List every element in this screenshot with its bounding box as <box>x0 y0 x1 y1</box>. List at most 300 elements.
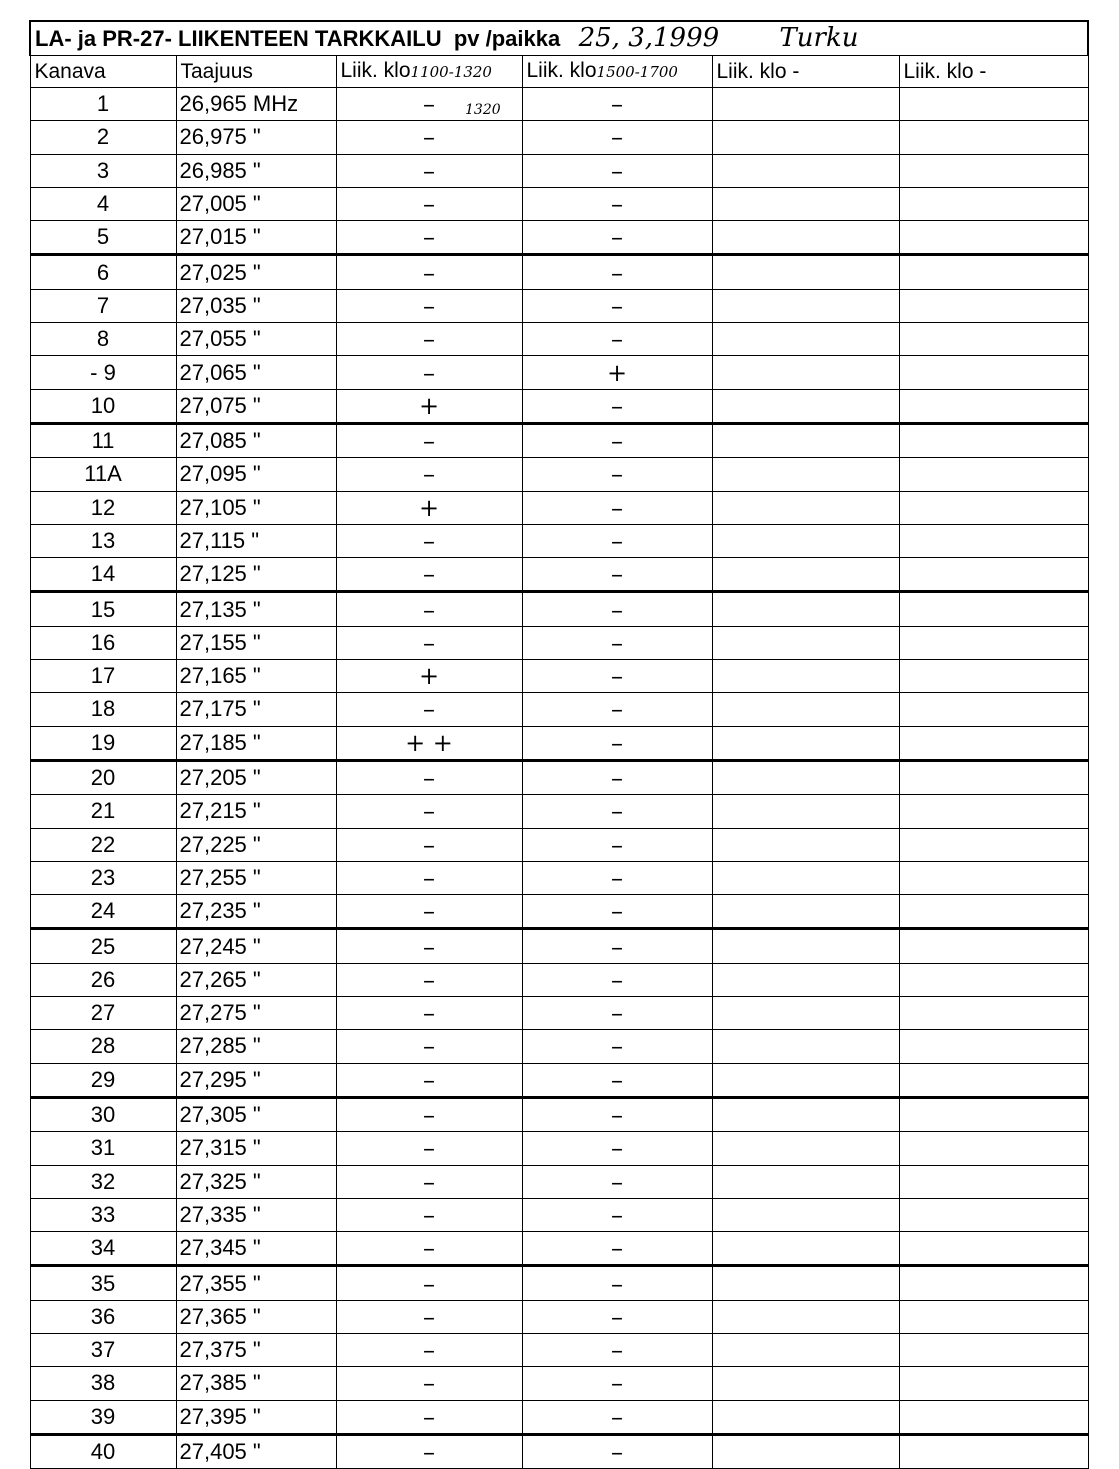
traffic-4-cell <box>899 88 1088 121</box>
traffic-3-cell <box>712 861 899 894</box>
table-row <box>30 1266 1088 1300</box>
traffic-3-cell <box>712 693 899 726</box>
place-value: Turku <box>779 23 859 53</box>
channel-cell: 7 <box>30 289 176 322</box>
traffic-1-cell: – <box>336 1132 522 1165</box>
frequency-cell: 27,075 " <box>176 389 336 423</box>
table-row <box>30 895 1088 929</box>
table-row <box>30 289 1088 322</box>
channel-cell: 31 <box>30 1132 176 1165</box>
frequency-cell: 27,335 " <box>176 1198 336 1231</box>
table-row <box>30 1030 1088 1063</box>
traffic-3-cell <box>712 592 899 626</box>
traffic-4-cell <box>899 1198 1088 1231</box>
frequency-cell: 27,015 " <box>176 221 336 255</box>
traffic-2-cell: – <box>522 1063 712 1097</box>
traffic-2-cell: – <box>522 289 712 322</box>
table-row <box>30 1165 1088 1198</box>
table-row <box>30 1097 1088 1131</box>
traffic-2-cell: – <box>522 828 712 861</box>
traffic-4-cell <box>899 1400 1088 1434</box>
traffic-1-cell: – <box>336 121 522 154</box>
channel-cell: 14 <box>30 558 176 592</box>
traffic-4-cell <box>899 997 1088 1030</box>
frequency-cell: 27,265 " <box>176 963 336 996</box>
channel-cell: 37 <box>30 1333 176 1366</box>
traffic-3-cell <box>712 356 899 389</box>
traffic-3-cell <box>712 929 899 963</box>
channel-table <box>29 20 1089 1469</box>
table-row <box>30 963 1088 996</box>
traffic-1-cell: – <box>336 1333 522 1366</box>
traffic-1-cell: – <box>336 558 522 592</box>
traffic-3-cell <box>712 221 899 255</box>
table-row <box>30 1198 1088 1231</box>
traffic-2-cell: – <box>522 389 712 423</box>
channel-cell: 21 <box>30 795 176 828</box>
traffic-3-cell <box>712 963 899 996</box>
traffic-4-cell <box>899 389 1088 423</box>
channel-cell: 39 <box>30 1400 176 1434</box>
traffic-1-cell: – <box>336 693 522 726</box>
date-value: 25, 3,1999 <box>578 23 720 53</box>
traffic-3-cell <box>712 1063 899 1097</box>
table-row <box>30 154 1088 187</box>
traffic-4-cell <box>899 693 1088 726</box>
traffic-3-cell <box>712 997 899 1030</box>
traffic-3-cell <box>712 1132 899 1165</box>
traffic-3-cell <box>712 1333 899 1366</box>
traffic-3-cell <box>712 389 899 423</box>
traffic-2-cell: – <box>522 626 712 659</box>
channel-cell: 6 <box>30 255 176 289</box>
traffic-1-cell: – <box>336 356 522 389</box>
traffic-2-cell: – <box>522 458 712 491</box>
traffic-2-cell: – <box>522 1165 712 1198</box>
header-traffic-1 <box>336 56 522 88</box>
table-row <box>30 1300 1088 1333</box>
header-traffic-1-time: 1100-1320 <box>410 63 492 81</box>
table-row <box>30 795 1088 828</box>
frequency-cell: 27,025 " <box>176 255 336 289</box>
frequency-cell: 26,985 " <box>176 154 336 187</box>
traffic-1-cell: + + <box>336 726 522 760</box>
time-correction-note: 1320 <box>465 102 501 118</box>
table-row <box>30 592 1088 626</box>
frequency-cell: 27,205 " <box>176 760 336 794</box>
traffic-3-cell <box>712 1165 899 1198</box>
frequency-cell: 26,975 " <box>176 121 336 154</box>
traffic-4-cell <box>899 458 1088 491</box>
channel-cell: 1 <box>30 88 176 121</box>
channel-cell: 30 <box>30 1097 176 1131</box>
traffic-1-cell: – <box>336 828 522 861</box>
traffic-4-cell <box>899 1030 1088 1063</box>
traffic-2-cell: – <box>522 121 712 154</box>
frequency-cell: 27,035 " <box>176 289 336 322</box>
table-row <box>30 760 1088 794</box>
header-row <box>30 56 1088 88</box>
table-row <box>30 221 1088 255</box>
header-traffic-2-time: 1500-1700 <box>596 63 678 81</box>
traffic-1-cell: – <box>336 1063 522 1097</box>
traffic-1-cell: – <box>336 458 522 491</box>
header-traffic-2 <box>522 56 712 88</box>
traffic-4-cell <box>899 1434 1088 1468</box>
traffic-2-cell: – <box>522 592 712 626</box>
frequency-cell: 27,225 " <box>176 828 336 861</box>
channel-cell: 23 <box>30 861 176 894</box>
traffic-4-cell <box>899 1063 1088 1097</box>
frequency-cell: 27,245 " <box>176 929 336 963</box>
frequency-cell: 26,965 MHz <box>176 88 336 121</box>
frequency-cell: 27,305 " <box>176 1097 336 1131</box>
table-row <box>30 558 1088 592</box>
traffic-1-cell: – <box>336 1097 522 1131</box>
table-row <box>30 861 1088 894</box>
traffic-3-cell <box>712 1030 899 1063</box>
traffic-1-cell: – <box>336 592 522 626</box>
traffic-2-cell: – <box>522 693 712 726</box>
channel-cell: 13 <box>30 524 176 557</box>
table-row <box>30 1232 1088 1266</box>
channel-cell: 5 <box>30 221 176 255</box>
traffic-1-cell: – <box>336 929 522 963</box>
traffic-2-cell: – <box>522 963 712 996</box>
traffic-2-cell: – <box>522 255 712 289</box>
traffic-3-cell <box>712 1400 899 1434</box>
traffic-2-cell: – <box>522 1333 712 1366</box>
table-row <box>30 524 1088 557</box>
frequency-cell: 27,345 " <box>176 1232 336 1266</box>
channel-cell: 33 <box>30 1198 176 1231</box>
traffic-4-cell <box>899 121 1088 154</box>
traffic-2-cell: – <box>522 423 712 457</box>
traffic-3-cell <box>712 726 899 760</box>
table-row <box>30 323 1088 356</box>
frequency-cell: 27,215 " <box>176 795 336 828</box>
table-row <box>30 423 1088 457</box>
traffic-2-cell: + <box>522 356 712 389</box>
table-row <box>30 1333 1088 1366</box>
traffic-4-cell <box>899 660 1088 693</box>
frequency-cell: 27,315 " <box>176 1132 336 1165</box>
traffic-2-cell: – <box>522 88 712 121</box>
traffic-4-cell <box>899 221 1088 255</box>
traffic-4-cell <box>899 626 1088 659</box>
traffic-1-cell: – <box>336 1300 522 1333</box>
header-frequency: Taajuus <box>176 56 336 88</box>
traffic-4-cell <box>899 1097 1088 1131</box>
header-channel: Kanava <box>30 56 176 88</box>
traffic-1-cell: + <box>336 389 522 423</box>
traffic-2-cell: – <box>522 1367 712 1400</box>
traffic-3-cell <box>712 524 899 557</box>
traffic-4-cell <box>899 423 1088 457</box>
traffic-4-cell <box>899 524 1088 557</box>
traffic-1-cell: – <box>336 895 522 929</box>
channel-cell: 17 <box>30 660 176 693</box>
traffic-4-cell <box>899 895 1088 929</box>
channel-cell: 20 <box>30 760 176 794</box>
traffic-2-cell: – <box>522 861 712 894</box>
frequency-cell: 27,085 " <box>176 423 336 457</box>
table-row <box>30 88 1088 121</box>
traffic-2-cell: – <box>522 323 712 356</box>
traffic-3-cell <box>712 88 899 121</box>
header-traffic-2-label: Liik. klo <box>526 59 597 82</box>
traffic-1-cell: – <box>336 1165 522 1198</box>
channel-cell: 4 <box>30 187 176 220</box>
traffic-4-cell <box>899 592 1088 626</box>
frequency-cell: 27,175 " <box>176 693 336 726</box>
traffic-3-cell <box>712 1434 899 1468</box>
traffic-4-cell <box>899 1333 1088 1366</box>
traffic-3-cell <box>712 895 899 929</box>
traffic-1-cell: – <box>336 221 522 255</box>
traffic-3-cell <box>712 626 899 659</box>
traffic-3-cell <box>712 1367 899 1400</box>
traffic-4-cell <box>899 289 1088 322</box>
table-row <box>30 726 1088 760</box>
table-row <box>30 356 1088 389</box>
traffic-2-cell: – <box>522 660 712 693</box>
channel-cell: 10 <box>30 389 176 423</box>
traffic-4-cell <box>899 1132 1088 1165</box>
table-row <box>30 929 1088 963</box>
monitoring-form <box>29 20 1087 1469</box>
traffic-4-cell <box>899 356 1088 389</box>
traffic-2-cell: – <box>522 1198 712 1231</box>
table-row <box>30 828 1088 861</box>
frequency-cell: 27,355 " <box>176 1266 336 1300</box>
traffic-3-cell <box>712 423 899 457</box>
frequency-cell: 27,055 " <box>176 323 336 356</box>
traffic-4-cell <box>899 491 1088 524</box>
frequency-cell: 27,185 " <box>176 726 336 760</box>
traffic-4-cell <box>899 1367 1088 1400</box>
traffic-4-cell <box>899 323 1088 356</box>
frequency-cell: 27,165 " <box>176 660 336 693</box>
channel-cell: 22 <box>30 828 176 861</box>
traffic-3-cell <box>712 491 899 524</box>
traffic-2-cell: – <box>522 558 712 592</box>
traffic-3-cell <box>712 154 899 187</box>
traffic-2-cell: – <box>522 1266 712 1300</box>
table-row <box>30 458 1088 491</box>
frequency-cell: 27,105 " <box>176 491 336 524</box>
traffic-1-cell: – <box>336 423 522 457</box>
channel-cell: 38 <box>30 1367 176 1400</box>
frequency-cell: 27,395 " <box>176 1400 336 1434</box>
channel-cell: 11 <box>30 423 176 457</box>
table-row <box>30 1132 1088 1165</box>
traffic-4-cell <box>899 1165 1088 1198</box>
table-row <box>30 491 1088 524</box>
form-title <box>30 21 1088 56</box>
header-traffic-3: Liik. klo - <box>712 56 899 88</box>
table-row <box>30 660 1088 693</box>
header-traffic-1-label: Liik. klo <box>340 59 411 82</box>
frequency-cell: 27,255 " <box>176 861 336 894</box>
frequency-cell: 27,065 " <box>176 356 336 389</box>
traffic-1-cell: – <box>336 760 522 794</box>
traffic-3-cell <box>712 660 899 693</box>
channel-cell: 32 <box>30 1165 176 1198</box>
frequency-cell: 27,095 " <box>176 458 336 491</box>
frequency-cell: 27,385 " <box>176 1367 336 1400</box>
traffic-2-cell: – <box>522 524 712 557</box>
channel-cell: 15 <box>30 592 176 626</box>
traffic-1-cell: – <box>336 1232 522 1266</box>
frequency-cell: 27,405 " <box>176 1434 336 1468</box>
traffic-2-cell: – <box>522 1300 712 1333</box>
traffic-1-cell: – <box>336 88 522 121</box>
traffic-2-cell: – <box>522 726 712 760</box>
channel-cell: 3 <box>30 154 176 187</box>
traffic-1-cell: + <box>336 660 522 693</box>
traffic-1-cell: – <box>336 861 522 894</box>
channel-cell: 24 <box>30 895 176 929</box>
table-row <box>30 121 1088 154</box>
traffic-1-cell: – <box>336 1400 522 1434</box>
channel-cell: 28 <box>30 1030 176 1063</box>
frequency-cell: 27,155 " <box>176 626 336 659</box>
traffic-4-cell <box>899 963 1088 996</box>
traffic-4-cell <box>899 828 1088 861</box>
frequency-cell: 27,375 " <box>176 1333 336 1366</box>
traffic-3-cell <box>712 558 899 592</box>
traffic-4-cell <box>899 929 1088 963</box>
channel-cell: 12 <box>30 491 176 524</box>
traffic-2-cell: – <box>522 1232 712 1266</box>
traffic-3-cell <box>712 1097 899 1131</box>
table-row <box>30 1434 1088 1468</box>
traffic-4-cell <box>899 255 1088 289</box>
frequency-cell: 27,125 " <box>176 558 336 592</box>
traffic-1-cell: – <box>336 1198 522 1231</box>
traffic-4-cell <box>899 795 1088 828</box>
traffic-3-cell <box>712 1300 899 1333</box>
table-row <box>30 255 1088 289</box>
traffic-1-cell: – <box>336 1030 522 1063</box>
table-row <box>30 997 1088 1030</box>
traffic-3-cell <box>712 1232 899 1266</box>
frequency-cell: 27,005 " <box>176 187 336 220</box>
traffic-1-cell: + <box>336 491 522 524</box>
channel-cell: - 9 <box>30 356 176 389</box>
traffic-4-cell <box>899 154 1088 187</box>
channel-cell: 27 <box>30 997 176 1030</box>
traffic-2-cell: – <box>522 221 712 255</box>
traffic-2-cell: – <box>522 760 712 794</box>
channel-cell: 19 <box>30 726 176 760</box>
channel-cell: 2 <box>30 121 176 154</box>
traffic-3-cell <box>712 1198 899 1231</box>
traffic-3-cell <box>712 289 899 322</box>
traffic-4-cell <box>899 726 1088 760</box>
form-title-row <box>30 21 1088 56</box>
table-row <box>30 1400 1088 1434</box>
frequency-cell: 27,235 " <box>176 895 336 929</box>
traffic-4-cell <box>899 558 1088 592</box>
traffic-2-cell: – <box>522 187 712 220</box>
traffic-4-cell <box>899 1232 1088 1266</box>
traffic-4-cell <box>899 187 1088 220</box>
traffic-4-cell <box>899 1266 1088 1300</box>
traffic-1-cell: – <box>336 289 522 322</box>
frequency-cell: 27,275 " <box>176 997 336 1030</box>
table-row <box>30 626 1088 659</box>
traffic-4-cell <box>899 760 1088 794</box>
traffic-1-cell: – <box>336 963 522 996</box>
traffic-1-cell: – <box>336 1434 522 1468</box>
traffic-2-cell: – <box>522 491 712 524</box>
frequency-cell: 27,365 " <box>176 1300 336 1333</box>
table-row <box>30 389 1088 423</box>
frequency-cell: 27,115 " <box>176 524 336 557</box>
traffic-3-cell <box>712 828 899 861</box>
traffic-2-cell: – <box>522 1097 712 1131</box>
channel-cell: 8 <box>30 323 176 356</box>
traffic-4-cell <box>899 861 1088 894</box>
traffic-1-cell: – <box>336 154 522 187</box>
traffic-1-cell: – <box>336 1266 522 1300</box>
traffic-3-cell <box>712 255 899 289</box>
traffic-1-cell: – <box>336 997 522 1030</box>
frequency-cell: 27,135 " <box>176 592 336 626</box>
traffic-2-cell: – <box>522 1400 712 1434</box>
traffic-3-cell <box>712 760 899 794</box>
traffic-3-cell <box>712 187 899 220</box>
traffic-2-cell: – <box>522 895 712 929</box>
header-traffic-4: Liik. klo - <box>899 56 1088 88</box>
traffic-3-cell <box>712 1266 899 1300</box>
channel-cell: 18 <box>30 693 176 726</box>
channel-cell: 40 <box>30 1434 176 1468</box>
channel-cell: 29 <box>30 1063 176 1097</box>
channel-cell: 36 <box>30 1300 176 1333</box>
traffic-2-cell: – <box>522 1132 712 1165</box>
traffic-2-cell: – <box>522 1030 712 1063</box>
traffic-1-cell: – <box>336 626 522 659</box>
traffic-1-cell: – <box>336 795 522 828</box>
traffic-1-cell: – <box>336 255 522 289</box>
traffic-3-cell <box>712 458 899 491</box>
traffic-2-cell: – <box>522 154 712 187</box>
traffic-2-cell: – <box>522 795 712 828</box>
channel-cell: 26 <box>30 963 176 996</box>
traffic-1-cell: – <box>336 323 522 356</box>
channel-cell: 35 <box>30 1266 176 1300</box>
table-row <box>30 693 1088 726</box>
table-row <box>30 1063 1088 1097</box>
traffic-2-cell: – <box>522 929 712 963</box>
traffic-3-cell <box>712 323 899 356</box>
frequency-cell: 27,295 " <box>176 1063 336 1097</box>
traffic-2-cell: – <box>522 997 712 1030</box>
traffic-3-cell <box>712 795 899 828</box>
channel-cell: 34 <box>30 1232 176 1266</box>
traffic-1-cell: – <box>336 1367 522 1400</box>
traffic-1-cell: – <box>336 187 522 220</box>
date-label: pv /paikka <box>453 26 561 51</box>
traffic-4-cell <box>899 1300 1088 1333</box>
table-row <box>30 1367 1088 1400</box>
frequency-cell: 27,285 " <box>176 1030 336 1063</box>
traffic-2-cell: – <box>522 1434 712 1468</box>
traffic-1-cell: – <box>336 524 522 557</box>
